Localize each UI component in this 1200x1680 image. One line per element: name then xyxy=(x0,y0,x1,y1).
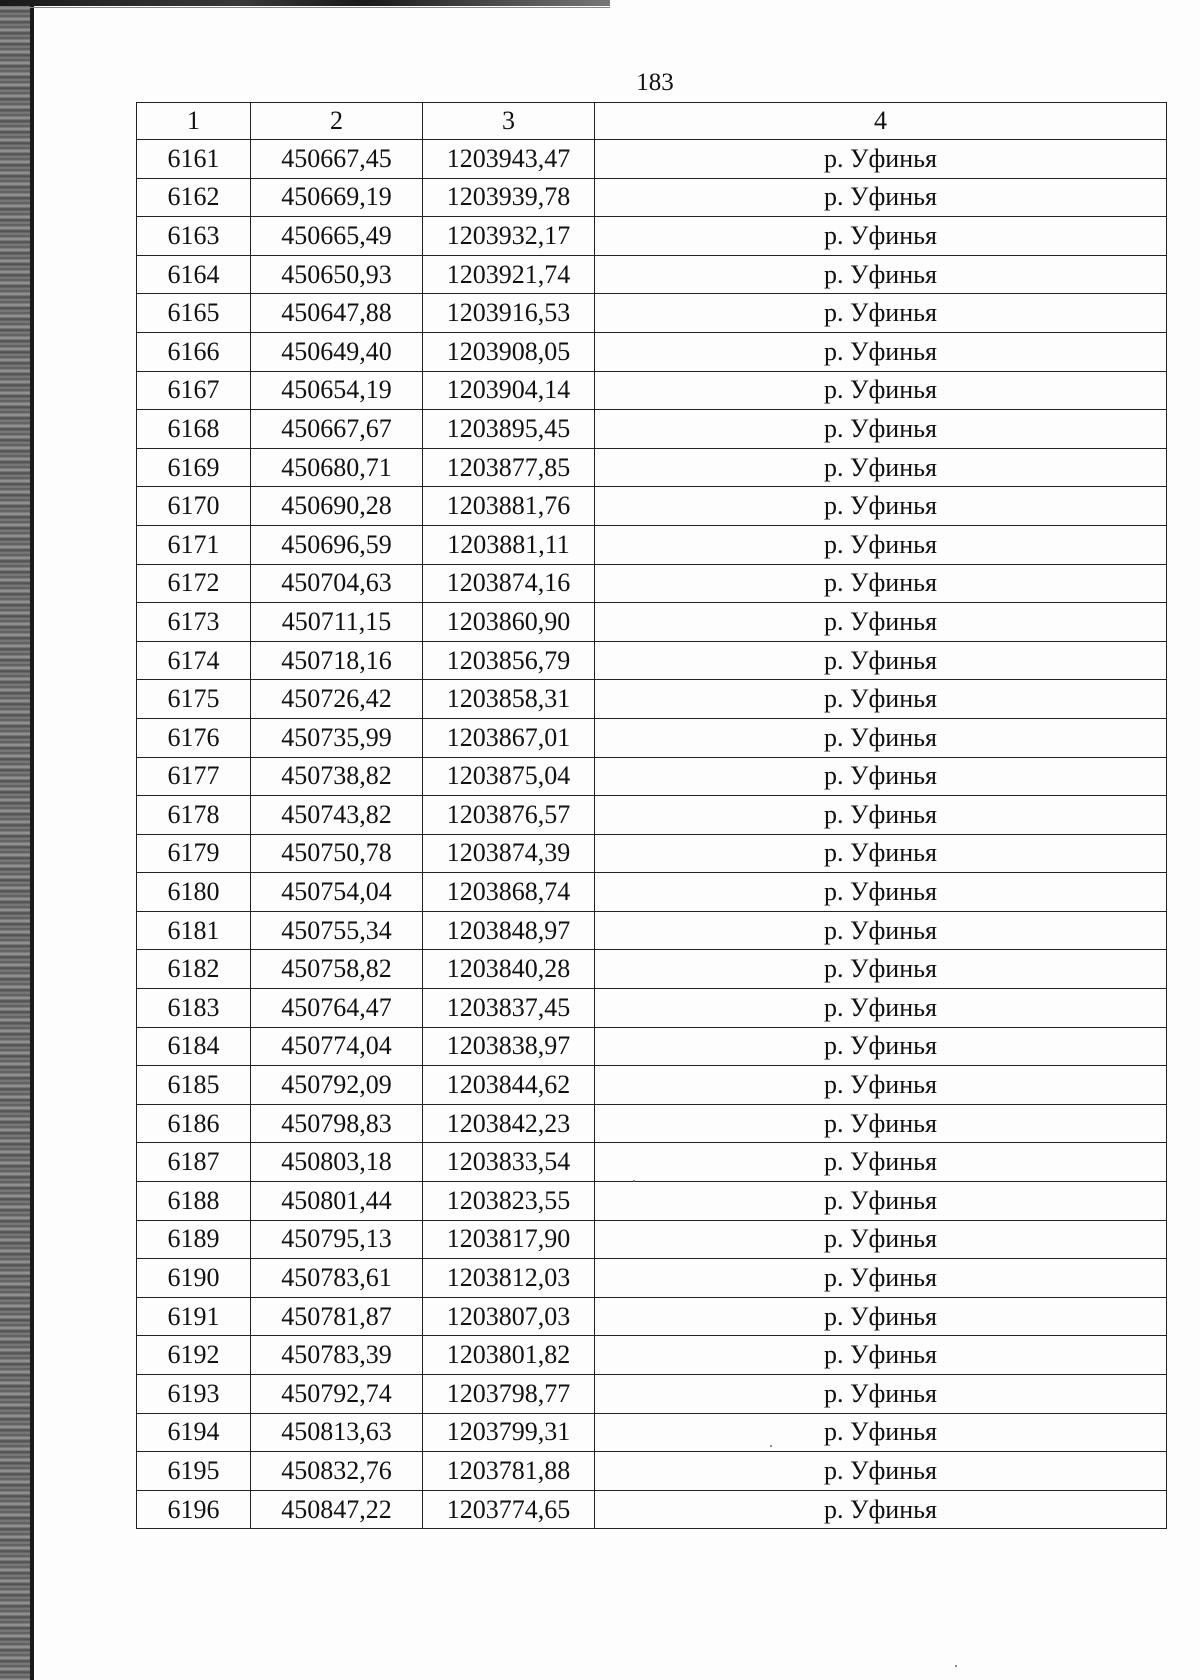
x-coordinate-cell: 450696,59 xyxy=(251,525,423,564)
table-row xyxy=(137,989,1167,1028)
y-coordinate-cell: 1203858,31 xyxy=(423,680,595,719)
column-header-4: 4 xyxy=(595,103,1167,140)
y-coordinate-cell: 1203774,65 xyxy=(423,1490,595,1529)
x-coordinate-cell: 450726,42 xyxy=(251,680,423,719)
y-coordinate-cell: 1203939,78 xyxy=(423,178,595,217)
table-header xyxy=(137,103,1167,140)
point-number-cell: 6191 xyxy=(137,1297,251,1336)
table-row xyxy=(137,255,1167,294)
x-coordinate-cell: 450783,39 xyxy=(251,1336,423,1375)
x-coordinate-cell: 450743,82 xyxy=(251,796,423,835)
x-coordinate-cell: 450774,04 xyxy=(251,1027,423,1066)
y-coordinate-cell: 1203833,54 xyxy=(423,1143,595,1182)
description-cell: р. Уфинья xyxy=(595,680,1167,719)
table-row xyxy=(137,1027,1167,1066)
description-cell: р. Уфинья xyxy=(595,1297,1167,1336)
description-cell: р. Уфинья xyxy=(595,1490,1167,1529)
point-number-cell: 6195 xyxy=(137,1452,251,1491)
point-number-cell: 6194 xyxy=(137,1413,251,1452)
x-coordinate-cell: 450758,82 xyxy=(251,950,423,989)
table-row xyxy=(137,448,1167,487)
y-coordinate-cell: 1203916,53 xyxy=(423,294,595,333)
point-number-cell: 6175 xyxy=(137,680,251,719)
y-coordinate-cell: 1203812,03 xyxy=(423,1259,595,1298)
description-cell: р. Уфинья xyxy=(595,796,1167,835)
description-cell: р. Уфинья xyxy=(595,834,1167,873)
description-cell: р. Уфинья xyxy=(595,140,1167,179)
x-coordinate-cell: 450711,15 xyxy=(251,603,423,642)
point-number-cell: 6171 xyxy=(137,525,251,564)
y-coordinate-cell: 1203943,47 xyxy=(423,140,595,179)
y-coordinate-cell: 1203868,74 xyxy=(423,873,595,912)
point-number-cell: 6172 xyxy=(137,564,251,603)
x-coordinate-cell: 450847,22 xyxy=(251,1490,423,1529)
description-cell: р. Уфинья xyxy=(595,1336,1167,1375)
description-cell: р. Уфинья xyxy=(595,718,1167,757)
scan-edge-top xyxy=(0,0,610,6)
point-number-cell: 6179 xyxy=(137,834,251,873)
table-body xyxy=(137,140,1167,1529)
table-row xyxy=(137,873,1167,912)
description-cell: р. Уфинья xyxy=(595,1027,1167,1066)
table-row xyxy=(137,1143,1167,1182)
table-row xyxy=(137,603,1167,642)
description-cell: р. Уфинья xyxy=(595,255,1167,294)
description-cell: р. Уфинья xyxy=(595,294,1167,333)
table-row xyxy=(137,680,1167,719)
scan-edge-top-line xyxy=(0,7,610,8)
description-cell: р. Уфинья xyxy=(595,1143,1167,1182)
table-row xyxy=(137,641,1167,680)
y-coordinate-cell: 1203875,04 xyxy=(423,757,595,796)
table-row xyxy=(137,178,1167,217)
table-row xyxy=(137,1452,1167,1491)
table-row xyxy=(137,1182,1167,1221)
y-coordinate-cell: 1203921,74 xyxy=(423,255,595,294)
point-number-cell: 6174 xyxy=(137,641,251,680)
x-coordinate-cell: 450647,88 xyxy=(251,294,423,333)
scan-edge-line xyxy=(30,0,34,1680)
scan-edge-left xyxy=(0,0,30,1680)
y-coordinate-cell: 1203848,97 xyxy=(423,911,595,950)
point-number-cell: 6187 xyxy=(137,1143,251,1182)
description-cell: р. Уфинья xyxy=(595,564,1167,603)
point-number-cell: 6173 xyxy=(137,603,251,642)
point-number-cell: 6168 xyxy=(137,410,251,449)
column-header-3: 3 xyxy=(423,103,595,140)
x-coordinate-cell: 450690,28 xyxy=(251,487,423,526)
table-row xyxy=(137,1490,1167,1529)
y-coordinate-cell: 1203781,88 xyxy=(423,1452,595,1491)
x-coordinate-cell: 450754,04 xyxy=(251,873,423,912)
point-number-cell: 6185 xyxy=(137,1066,251,1105)
table-row xyxy=(137,1220,1167,1259)
description-cell: р. Уфинья xyxy=(595,525,1167,564)
point-number-cell: 6165 xyxy=(137,294,251,333)
description-cell: р. Уфинья xyxy=(595,371,1167,410)
table-row xyxy=(137,332,1167,371)
x-coordinate-cell: 450667,45 xyxy=(251,140,423,179)
point-number-cell: 6166 xyxy=(137,332,251,371)
x-coordinate-cell: 450665,49 xyxy=(251,217,423,256)
y-coordinate-cell: 1203842,23 xyxy=(423,1104,595,1143)
x-coordinate-cell: 450750,78 xyxy=(251,834,423,873)
x-coordinate-cell: 450667,67 xyxy=(251,410,423,449)
point-number-cell: 6189 xyxy=(137,1220,251,1259)
x-coordinate-cell: 450813,63 xyxy=(251,1413,423,1452)
description-cell: р. Уфинья xyxy=(595,217,1167,256)
description-cell: р. Уфинья xyxy=(595,332,1167,371)
description-cell: р. Уфинья xyxy=(595,873,1167,912)
x-coordinate-cell: 450792,74 xyxy=(251,1375,423,1414)
description-cell: р. Уфинья xyxy=(595,1104,1167,1143)
table-row xyxy=(137,564,1167,603)
x-coordinate-cell: 450649,40 xyxy=(251,332,423,371)
description-cell: р. Уфинья xyxy=(595,641,1167,680)
point-number-cell: 6192 xyxy=(137,1336,251,1375)
table-row xyxy=(137,1066,1167,1105)
point-number-cell: 6167 xyxy=(137,371,251,410)
y-coordinate-cell: 1203856,79 xyxy=(423,641,595,680)
table-row xyxy=(137,1259,1167,1298)
point-number-cell: 6181 xyxy=(137,911,251,950)
x-coordinate-cell: 450654,19 xyxy=(251,371,423,410)
table-row xyxy=(137,294,1167,333)
x-coordinate-cell: 450792,09 xyxy=(251,1066,423,1105)
y-coordinate-cell: 1203874,39 xyxy=(423,834,595,873)
description-cell: р. Уфинья xyxy=(595,603,1167,642)
description-cell: р. Уфинья xyxy=(595,410,1167,449)
x-coordinate-cell: 450801,44 xyxy=(251,1182,423,1221)
point-number-cell: 6176 xyxy=(137,718,251,757)
y-coordinate-cell: 1203840,28 xyxy=(423,950,595,989)
table-row xyxy=(137,371,1167,410)
y-coordinate-cell: 1203874,16 xyxy=(423,564,595,603)
description-cell: р. Уфинья xyxy=(595,1375,1167,1414)
x-coordinate-cell: 450738,82 xyxy=(251,757,423,796)
y-coordinate-cell: 1203904,14 xyxy=(423,371,595,410)
description-cell: р. Уфинья xyxy=(595,448,1167,487)
table-row xyxy=(137,217,1167,256)
point-number-cell: 6161 xyxy=(137,140,251,179)
y-coordinate-cell: 1203801,82 xyxy=(423,1336,595,1375)
description-cell: р. Уфинья xyxy=(595,989,1167,1028)
table-row xyxy=(137,1336,1167,1375)
x-coordinate-cell: 450798,83 xyxy=(251,1104,423,1143)
point-number-cell: 6182 xyxy=(137,950,251,989)
x-coordinate-cell: 450764,47 xyxy=(251,989,423,1028)
x-coordinate-cell: 450781,87 xyxy=(251,1297,423,1336)
table-row xyxy=(137,911,1167,950)
point-number-cell: 6178 xyxy=(137,796,251,835)
x-coordinate-cell: 450803,18 xyxy=(251,1143,423,1182)
description-cell: р. Уфинья xyxy=(595,178,1167,217)
point-number-cell: 6169 xyxy=(137,448,251,487)
y-coordinate-cell: 1203807,03 xyxy=(423,1297,595,1336)
table-row xyxy=(137,718,1167,757)
point-number-cell: 6193 xyxy=(137,1375,251,1414)
table-row xyxy=(137,140,1167,179)
description-cell: р. Уфинья xyxy=(595,1452,1167,1491)
scan-speck xyxy=(955,1665,957,1667)
point-number-cell: 6162 xyxy=(137,178,251,217)
y-coordinate-cell: 1203876,57 xyxy=(423,796,595,835)
table-row xyxy=(137,525,1167,564)
table-row xyxy=(137,1297,1167,1336)
description-cell: р. Уфинья xyxy=(595,1066,1167,1105)
point-number-cell: 6163 xyxy=(137,217,251,256)
coordinates-table xyxy=(136,102,1167,1529)
x-coordinate-cell: 450755,34 xyxy=(251,911,423,950)
description-cell: р. Уфинья xyxy=(595,757,1167,796)
table-row xyxy=(137,1375,1167,1414)
page-number: 183 xyxy=(636,69,674,96)
description-cell: р. Уфинья xyxy=(595,1182,1167,1221)
x-coordinate-cell: 450832,76 xyxy=(251,1452,423,1491)
description-cell: р. Уфинья xyxy=(595,1413,1167,1452)
point-number-cell: 6196 xyxy=(137,1490,251,1529)
x-coordinate-cell: 450650,93 xyxy=(251,255,423,294)
y-coordinate-cell: 1203908,05 xyxy=(423,332,595,371)
table-row xyxy=(137,796,1167,835)
y-coordinate-cell: 1203837,45 xyxy=(423,989,595,1028)
point-number-cell: 6184 xyxy=(137,1027,251,1066)
column-header-2: 2 xyxy=(251,103,423,140)
y-coordinate-cell: 1203799,31 xyxy=(423,1413,595,1452)
x-coordinate-cell: 450704,63 xyxy=(251,564,423,603)
point-number-cell: 6180 xyxy=(137,873,251,912)
header-row xyxy=(137,103,1167,140)
table-row xyxy=(137,410,1167,449)
scan-speck xyxy=(633,1180,635,1182)
y-coordinate-cell: 1203860,90 xyxy=(423,603,595,642)
scan-speck xyxy=(770,1445,772,1447)
table-row xyxy=(137,487,1167,526)
y-coordinate-cell: 1203823,55 xyxy=(423,1182,595,1221)
y-coordinate-cell: 1203895,45 xyxy=(423,410,595,449)
table-row xyxy=(137,834,1167,873)
table-row xyxy=(137,757,1167,796)
y-coordinate-cell: 1203867,01 xyxy=(423,718,595,757)
y-coordinate-cell: 1203932,17 xyxy=(423,217,595,256)
point-number-cell: 6186 xyxy=(137,1104,251,1143)
point-number-cell: 6177 xyxy=(137,757,251,796)
x-coordinate-cell: 450783,61 xyxy=(251,1259,423,1298)
y-coordinate-cell: 1203844,62 xyxy=(423,1066,595,1105)
column-header-1: 1 xyxy=(137,103,251,140)
point-number-cell: 6183 xyxy=(137,989,251,1028)
y-coordinate-cell: 1203817,90 xyxy=(423,1220,595,1259)
y-coordinate-cell: 1203881,76 xyxy=(423,487,595,526)
table-row xyxy=(137,1104,1167,1143)
x-coordinate-cell: 450680,71 xyxy=(251,448,423,487)
y-coordinate-cell: 1203877,85 xyxy=(423,448,595,487)
point-number-cell: 6190 xyxy=(137,1259,251,1298)
description-cell: р. Уфинья xyxy=(595,911,1167,950)
table-row xyxy=(137,1413,1167,1452)
x-coordinate-cell: 450669,19 xyxy=(251,178,423,217)
y-coordinate-cell: 1203838,97 xyxy=(423,1027,595,1066)
y-coordinate-cell: 1203881,11 xyxy=(423,525,595,564)
x-coordinate-cell: 450735,99 xyxy=(251,718,423,757)
description-cell: р. Уфинья xyxy=(595,1220,1167,1259)
point-number-cell: 6170 xyxy=(137,487,251,526)
description-cell: р. Уфинья xyxy=(595,1259,1167,1298)
description-cell: р. Уфинья xyxy=(595,487,1167,526)
x-coordinate-cell: 450795,13 xyxy=(251,1220,423,1259)
point-number-cell: 6188 xyxy=(137,1182,251,1221)
table-row xyxy=(137,950,1167,989)
description-cell: р. Уфинья xyxy=(595,950,1167,989)
x-coordinate-cell: 450718,16 xyxy=(251,641,423,680)
point-number-cell: 6164 xyxy=(137,255,251,294)
y-coordinate-cell: 1203798,77 xyxy=(423,1375,595,1414)
